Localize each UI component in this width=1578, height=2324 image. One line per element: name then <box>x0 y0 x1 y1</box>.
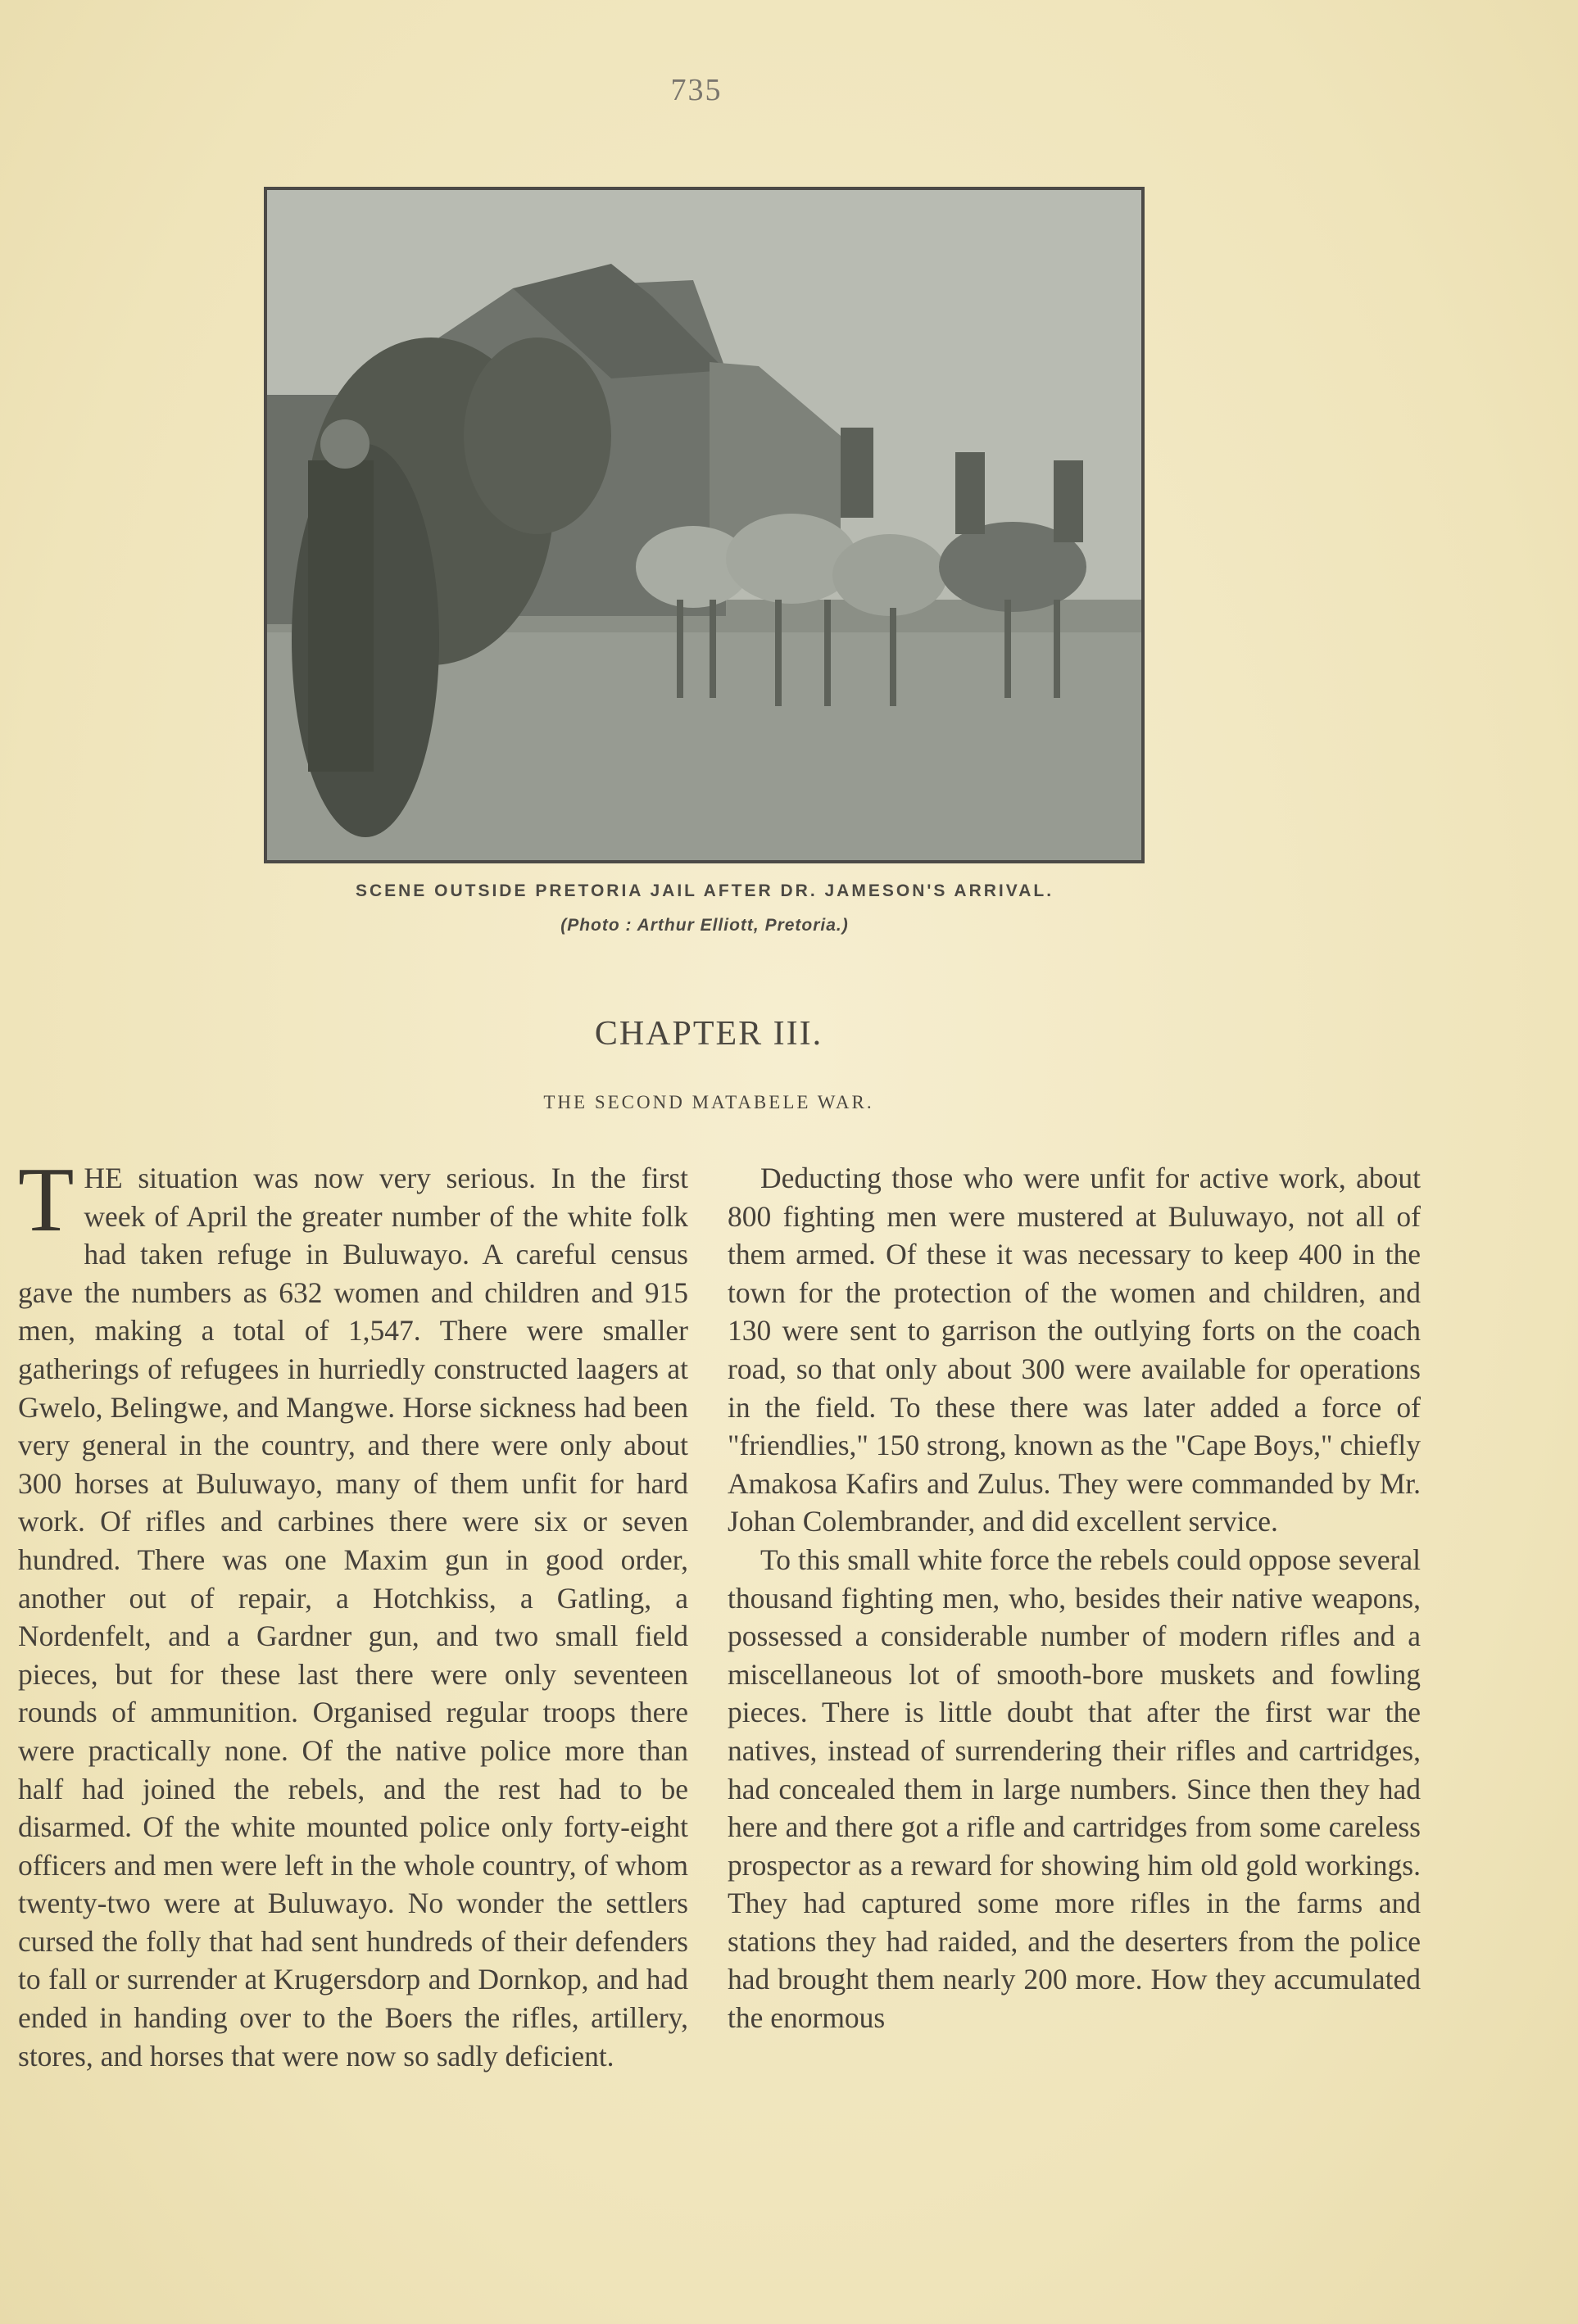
paragraph <box>18 1149 688 2075</box>
photo-illustration <box>267 190 1141 860</box>
paragraph-text: HE situation was now very serious. In the first week of April the greater number of the white folk had taken refuge in Buluwayo. A careful census gave the numbers as 632 women and children and 915 men, making a total of 1,547. There were smaller gatherings of refugees in hurriedly constructed laagers at Gwelo, Belingwe, and Mangwe. Horse sickness had been very general in the country, and there were only about 300 horses at Buluwayo, many of them unfit for hard work. Of rifles and carbines there were six or seven hundred. There was one Maxim gun in good order, another out of repair, a Hotchkiss, a Gatling, a Nordenfelt, and a Gardner gun, and two small field pieces, but for these last there were only seventeen rounds of ammunition. Organised regular troops there were practically none. Of the native police more than half had joined the rebels, and the rest had to be disarmed. Of the white mounted police only forty-eight officers and men were left in the whole country, of whom twenty-two were at Buluwayo. No wonder the settlers cursed the folly that had sent hundreds of their defenders to fall or surrender at Krugersdorp and Dornkop, and had ended in handing over to the Boers the rifles, artillery, stores, and horses that were now so sadly deficient. <box>18 1162 688 2073</box>
paragraph: Deducting those who were unfit for active work, about 800 fighting men were mustered at Buluwayo, not all of them armed. Of these it was necessary to keep 400 in the town for the protection of the women and children, and 130 were sent to garrison the outlying forts on the coach road, so that only about 300 were available for operations in the field. To these there was later added a force of "friendlies," 150 strong, known as the "Cape Boys," chiefly Amakosa Kafirs and Zulus. They were commanded by Mr. Johan Colembrander, and did excellent service. <box>728 1162 1421 1538</box>
photo-credit: (Photo : Arthur Elliott, Pretoria.) <box>560 916 849 935</box>
chapter-subtitle: THE SECOND MATABELE WAR. <box>543 1092 874 1112</box>
right-column <box>728 1159 1421 2037</box>
left-column <box>18 1149 688 2075</box>
paragraph: To this small white force the rebels could oppose several thousand fighting men, who, besides their native weapons, possessed a considerable number of modern rifles and a miscellaneous lot of smooth-bore muskets and fowling pieces. There is little doubt that after the first war the natives, instead of surrendering their rifles and cartridges, had concealed them in large numbers. Since then they had here and there got a rifle and cartridges from some careless prospector as a reward for showing him old gold workings. They had captured some more rifles in the farms and stations they had raided, and the deserters from the police had brought them nearly 200 more. How they accumulated the enormous <box>728 1543 1421 2035</box>
page-number: 735 <box>670 73 723 107</box>
drop-cap: T <box>18 1149 75 1251</box>
photo-caption: SCENE OUTSIDE PRETORIA JAIL AFTER DR. JAMESON'S ARRIVAL. <box>355 881 1054 900</box>
chapter-title: CHAPTER III. <box>594 1015 823 1053</box>
photograph <box>264 187 1145 863</box>
